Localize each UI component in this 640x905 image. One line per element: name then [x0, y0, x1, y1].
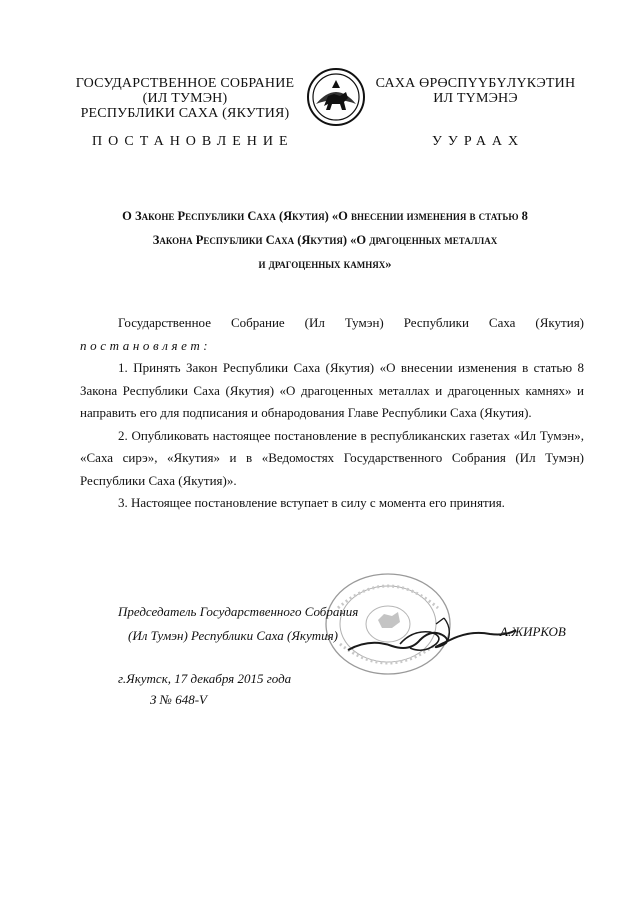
signatory-title-line-1: Председатель Государственного Собрания — [118, 604, 359, 619]
signatory-title-line-2: (Ил Тумэн) Республики Саха (Якутия) — [128, 628, 338, 643]
signatory-title — [118, 600, 358, 648]
document-number: З № 648-V — [150, 692, 207, 707]
header-right-block — [368, 76, 583, 106]
header-left-block — [60, 76, 310, 121]
body-item-2: 2. Опубликовать настоящее постановление в республиканских газетах «Ил Тумэн», «Саха сирэ», «Якутия» и в «Ведомостях Государственного Собрания (Ил Тумэн) Республики Саха (Якутия)». — [80, 427, 584, 488]
body-item-1: 1. Принять Закон Республики Саха (Якутия) «О внесении изменения в статью 8 Закона Республики Саха (Якутия) «О драгоценных металлах и драгоценных камнях» и направить его для подписания и обнародования Главе Республики Саха (Якутия). — [80, 360, 584, 420]
header-left-line-2: (ИЛ ТУМЭН) — [142, 91, 228, 106]
body-item-3: 3. Настоящее постановление вступает в силу с момента его принятия. — [118, 495, 505, 510]
body-intro: Государственное Собрание (Ил Тумэн) Республики Саха (Якутия) — [118, 315, 584, 330]
title-line-3: и драгоценных камнях» — [258, 257, 392, 271]
header-left-line-1: ГОСУДАРСТВЕННОЕ СОБРАНИЕ — [75, 76, 295, 91]
header-right-line-1: САХА ӨРӨСПҮҮБҮЛҮКЭТИН — [375, 76, 576, 91]
coat-of-arms-emblem-icon — [306, 66, 366, 128]
body-resolves: постановляет: — [80, 337, 212, 353]
handwritten-signature — [340, 610, 520, 660]
place-and-date — [118, 668, 291, 710]
place-date-line: г.Якутск, 17 декабря 2015 года — [118, 671, 292, 686]
title-line-2: Закона Республики Саха (Якутия) «О драгоценных металлах — [152, 233, 498, 247]
document-title — [80, 204, 570, 276]
doc-type-left: ПОСТАНОВЛЕНИЕ — [92, 134, 294, 149]
header-right-line-2: ИЛ ТҮМЭНЭ — [433, 91, 518, 106]
doc-type-right: УУРААХ — [432, 134, 525, 149]
document-body — [80, 312, 584, 515]
signatory-name: А.ЖИРКОВ — [500, 624, 566, 639]
header-left-line-3: РЕСПУБЛИКИ САХА (ЯКУТИЯ) — [80, 106, 290, 121]
title-line-1: О Законе Республики Саха (Якутия) «О внесении изменения в статью 8 — [122, 209, 528, 223]
